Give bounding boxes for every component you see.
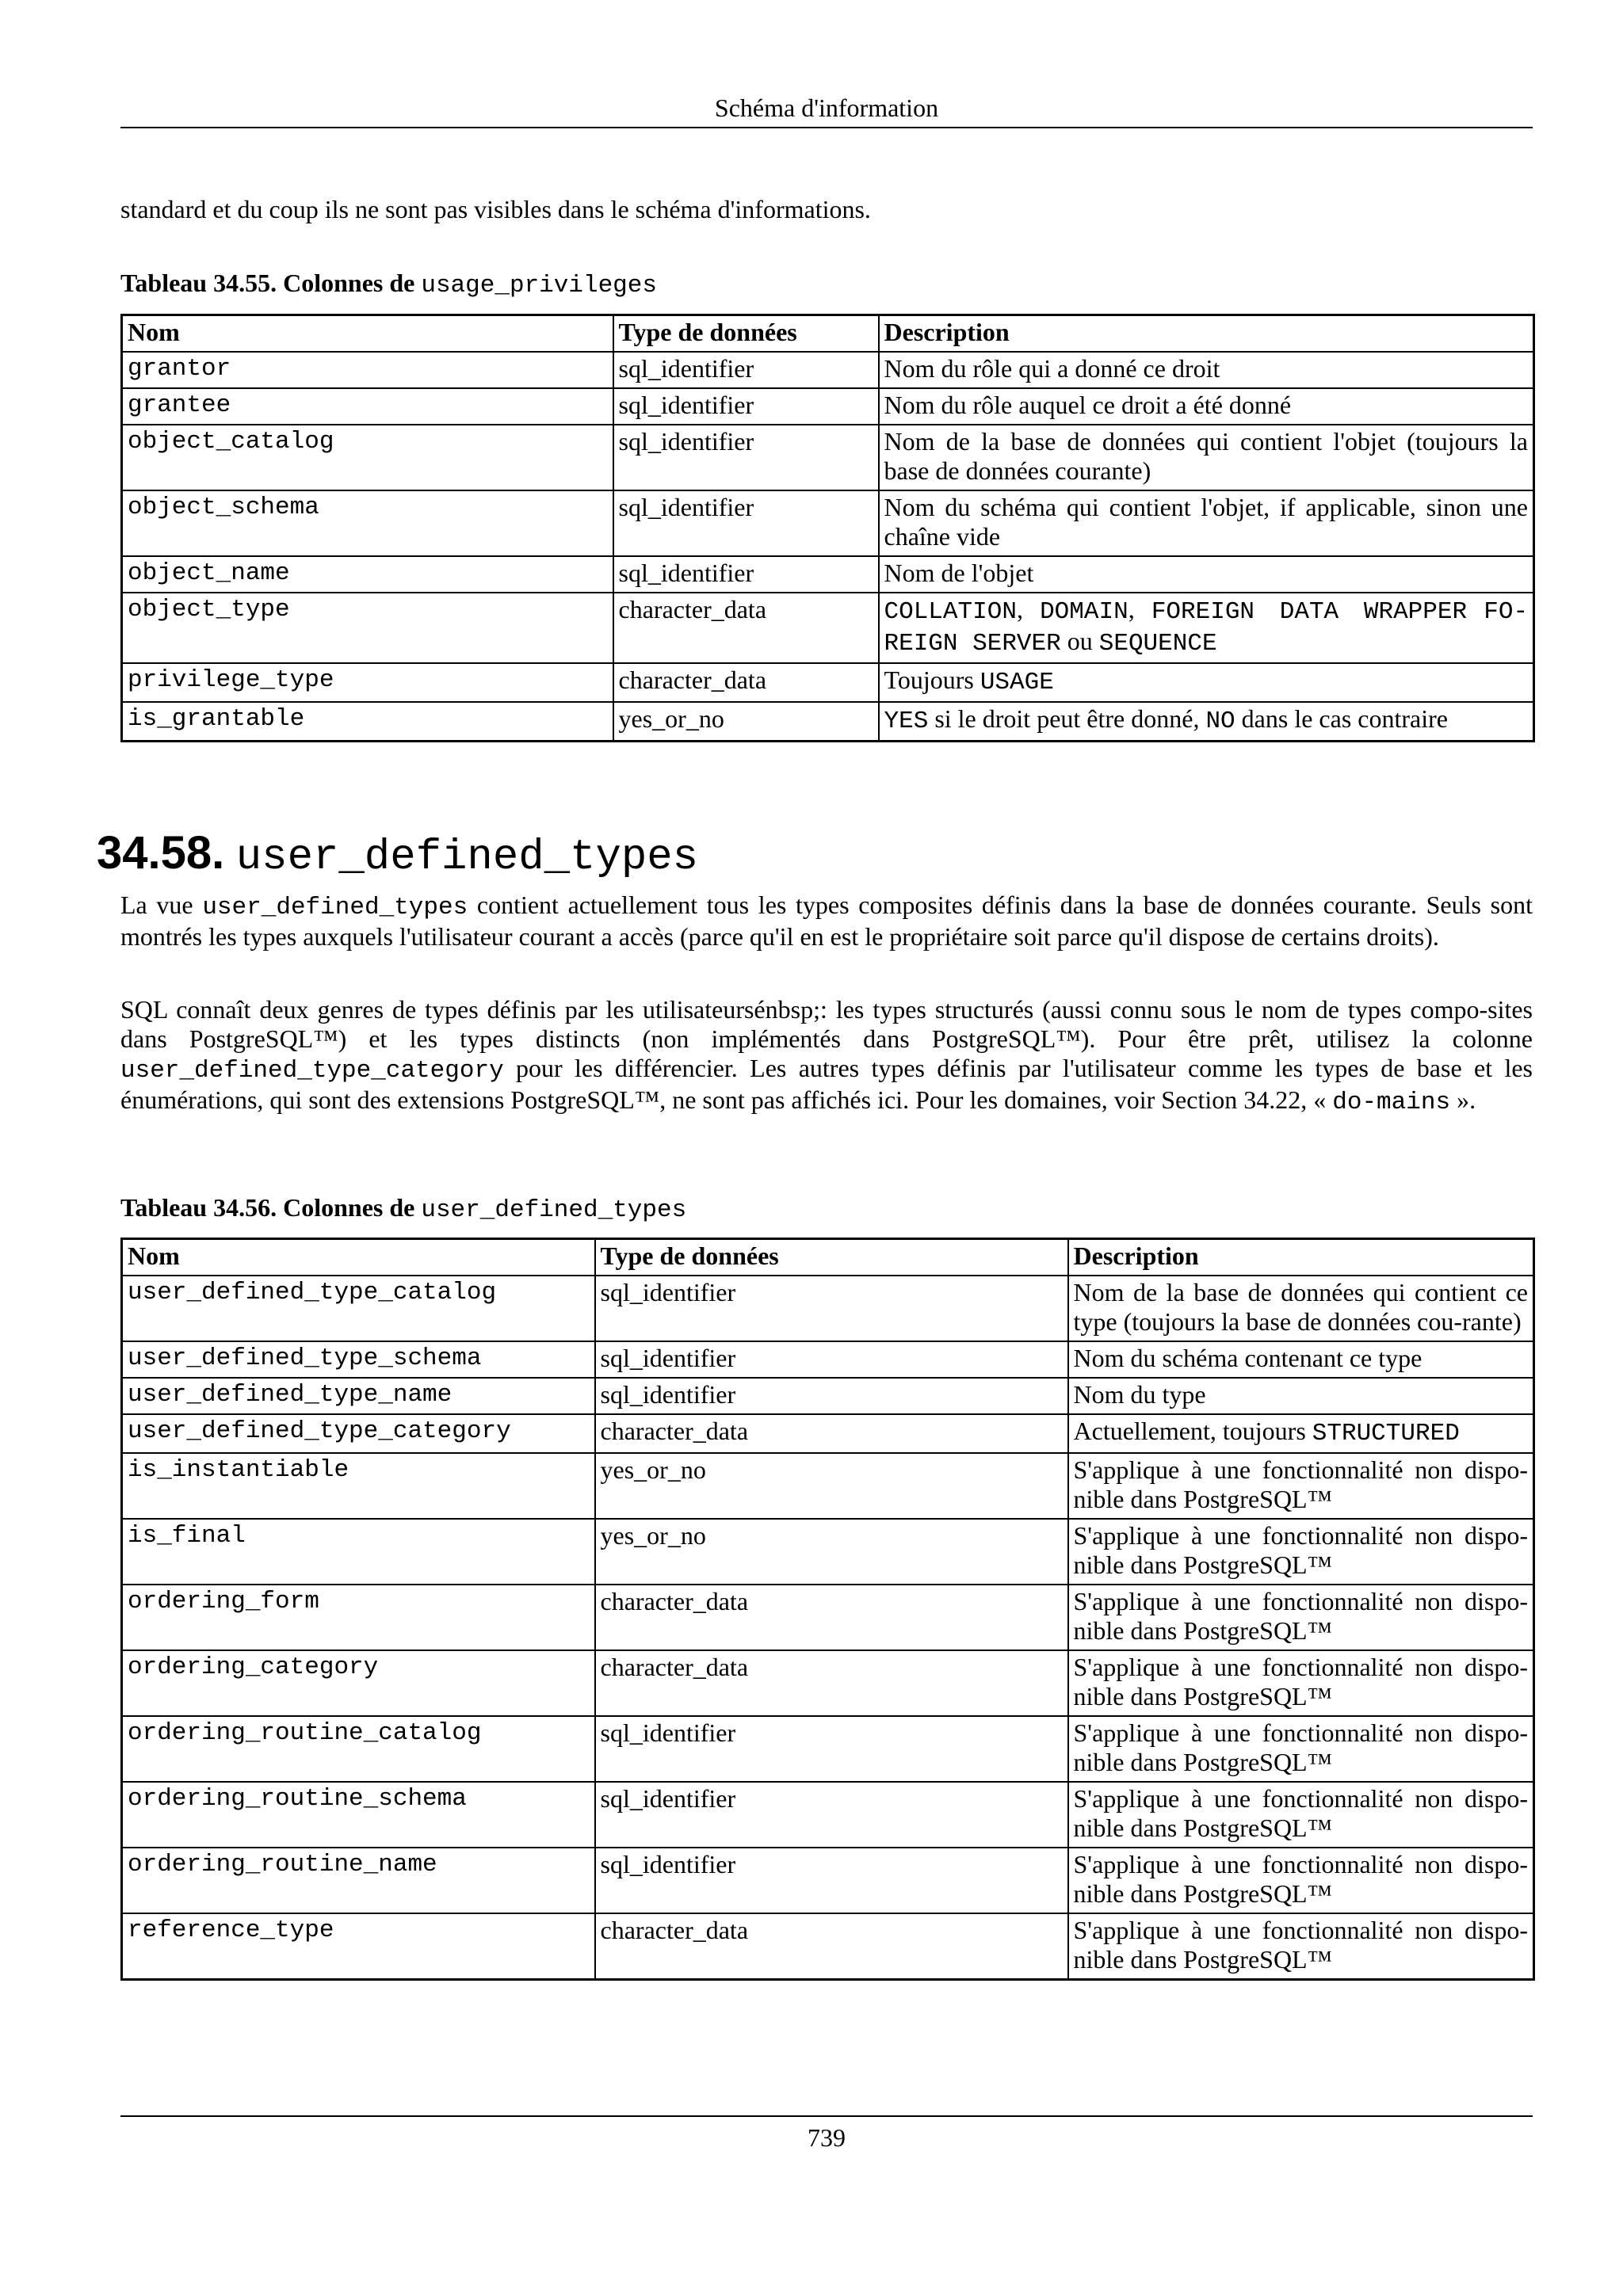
description-cell: Nom du type: [1068, 1378, 1534, 1414]
description-cell: S'applique à une fonctionnalité non dispo-nible dans PostgreSQL™: [1068, 1519, 1534, 1585]
column-header: Nom: [122, 315, 613, 353]
table-row: [122, 1913, 1534, 1980]
column-name-cell: object_catalog: [122, 425, 613, 490]
inline-code: DOMAIN: [1040, 598, 1128, 626]
description-cell: COLLATION, DOMAIN, FOREIGN DATA WRAPPER FO-REIGN SERVER ou SEQUENCE: [879, 593, 1534, 663]
description-cell: YES si le droit peut être donné, NO dans le cas contraire: [879, 702, 1534, 742]
data-type-cell: sql_identifier: [595, 1782, 1068, 1848]
table-row: [122, 1276, 1534, 1341]
data-type-cell: sql_identifier: [613, 352, 879, 388]
description-cell: Nom de la base de données qui contient l'objet (toujours la base de données courante): [879, 425, 1534, 490]
table2-caption-code: user_defined_types: [421, 1196, 687, 1224]
description-cell: Toujours USAGE: [879, 663, 1534, 702]
column-name-cell: user_defined_type_category: [122, 1414, 595, 1453]
table-row: [122, 1378, 1534, 1414]
table-row: [122, 1716, 1534, 1782]
column-name-cell: ordering_routine_name: [122, 1848, 595, 1913]
data-type-cell: sql_identifier: [595, 1341, 1068, 1378]
description-cell: S'applique à une fonctionnalité non dispo-nible dans PostgreSQL™: [1068, 1913, 1534, 1980]
table-row: [122, 1414, 1534, 1453]
footer-rule: [120, 2115, 1533, 2117]
inline-code: user_defined_type_category: [120, 1057, 504, 1085]
table-header-row: [122, 315, 1534, 353]
description-cell: S'applique à une fonctionnalité non dispo-nible dans PostgreSQL™: [1068, 1782, 1534, 1848]
inline-code: do-mains: [1332, 1089, 1451, 1116]
description-cell: Nom du rôle auquel ce droit a été donné: [879, 388, 1534, 425]
column-name-cell: is_grantable: [122, 702, 613, 742]
table-row: [122, 1519, 1534, 1585]
column-name-cell: object_name: [122, 556, 613, 593]
data-type-cell: character_data: [595, 1650, 1068, 1716]
description-cell: Actuellement, toujours STRUCTURED: [1068, 1414, 1534, 1453]
table-row: [122, 1585, 1534, 1650]
user-defined-types-table: [120, 1238, 1535, 1981]
description-cell: S'applique à une fonctionnalité non dispo-nible dans PostgreSQL™: [1068, 1848, 1534, 1913]
data-type-cell: character_data: [613, 663, 879, 702]
data-type-cell: sql_identifier: [613, 556, 879, 593]
data-type-cell: character_data: [595, 1585, 1068, 1650]
table-row: [122, 490, 1534, 556]
inline-code: USAGE: [980, 669, 1054, 696]
inline-code: YES: [884, 707, 929, 735]
column-name-cell: is_instantiable: [122, 1453, 595, 1519]
column-name-cell: object_schema: [122, 490, 613, 556]
table1-caption-code: usage_privileges: [421, 272, 657, 299]
data-type-cell: sql_identifier: [613, 425, 879, 490]
inline-code: COLLATION: [884, 598, 1017, 626]
column-name-cell: user_defined_type_schema: [122, 1341, 595, 1378]
column-header: Type de données: [613, 315, 879, 353]
table-row: [122, 1650, 1534, 1716]
header-rule: [120, 127, 1533, 128]
data-type-cell: sql_identifier: [595, 1378, 1068, 1414]
description-cell: S'applique à une fonctionnalité non dispo-nible dans PostgreSQL™: [1068, 1650, 1534, 1716]
inline-code: user_defined_types: [202, 894, 468, 921]
table-row: [122, 352, 1534, 388]
inline-code: FOREIGN DATA WRAPPER: [1151, 598, 1468, 626]
description-cell: Nom du schéma contenant ce type: [1068, 1341, 1534, 1378]
column-name-cell: grantee: [122, 388, 613, 425]
column-header: Nom: [122, 1239, 595, 1276]
table-row: [122, 388, 1534, 425]
table-row: [122, 1453, 1534, 1519]
column-header: Description: [879, 315, 1534, 353]
inline-code: NO: [1205, 707, 1235, 735]
table-row: [122, 1341, 1534, 1378]
inline-code: STRUCTURED: [1312, 1420, 1460, 1447]
data-type-cell: sql_identifier: [595, 1848, 1068, 1913]
inline-code: FO-REIGN SERVER: [884, 598, 1529, 658]
column-name-cell: user_defined_type_name: [122, 1378, 595, 1414]
section-heading: [97, 826, 698, 886]
intro-paragraph: standard et du coup ils ne sont pas visibles dans le schéma d'informations.: [120, 195, 871, 223]
description-cell: S'applique à une fonctionnalité non dispo-nible dans PostgreSQL™: [1068, 1716, 1534, 1782]
column-name-cell: user_defined_type_catalog: [122, 1276, 595, 1341]
table-row: [122, 1848, 1534, 1913]
description-cell: S'applique à une fonctionnalité non dispo-nible dans PostgreSQL™: [1068, 1453, 1534, 1519]
column-name-cell: ordering_routine_catalog: [122, 1716, 595, 1782]
table-row: [122, 593, 1534, 663]
table1-caption: [120, 267, 1533, 302]
section-number: 34.58.: [97, 827, 225, 879]
description-cell: Nom du schéma qui contient l'objet, if applicable, sinon une chaîne vide: [879, 490, 1534, 556]
table-row: [122, 663, 1534, 702]
section-paragraph-1: La vue user_defined_types contient actuellement tous les types composites définis dans la base de données courante. Seuls sont montrés les types auxquels l'utilisateur courant a accès (parce qu'il en est le propriétaire soit parce qu'il dispose de certains droits).: [120, 891, 1533, 951]
column-name-cell: ordering_category: [122, 1650, 595, 1716]
column-name-cell: grantor: [122, 352, 613, 388]
data-type-cell: character_data: [595, 1414, 1068, 1453]
data-type-cell: sql_identifier: [595, 1276, 1068, 1341]
column-name-cell: object_type: [122, 593, 613, 663]
description-cell: S'applique à une fonctionnalité non dispo-nible dans PostgreSQL™: [1068, 1585, 1534, 1650]
data-type-cell: character_data: [595, 1913, 1068, 1980]
data-type-cell: sql_identifier: [595, 1716, 1068, 1782]
column-name-cell: privilege_type: [122, 663, 613, 702]
inline-code: SEQUENCE: [1098, 630, 1217, 658]
table-row: [122, 556, 1534, 593]
section-title-code: user_defined_types: [235, 833, 699, 882]
data-type-cell: yes_or_no: [613, 702, 879, 742]
description-cell: Nom de la base de données qui contient ce type (toujours la base de données cou-rante): [1068, 1276, 1534, 1341]
column-name-cell: is_final: [122, 1519, 595, 1585]
running-header: Schéma d'information: [714, 93, 939, 122]
data-type-cell: sql_identifier: [613, 490, 879, 556]
data-type-cell: yes_or_no: [595, 1519, 1068, 1585]
description-cell: Nom du rôle qui a donné ce droit: [879, 352, 1534, 388]
table2-caption-label: Tableau 34.56. Colonnes de: [120, 1193, 415, 1222]
column-name-cell: ordering_form: [122, 1585, 595, 1650]
column-header: Type de données: [595, 1239, 1068, 1276]
table-row: [122, 1782, 1534, 1848]
table-row: [122, 425, 1534, 490]
table-row: [122, 702, 1534, 742]
usage-privileges-table: [120, 314, 1535, 742]
table1-caption-label: Tableau 34.55. Colonnes de: [120, 269, 415, 297]
data-type-cell: sql_identifier: [613, 388, 879, 425]
table-header-row: [122, 1239, 1534, 1276]
column-name-cell: reference_type: [122, 1913, 595, 1980]
data-type-cell: character_data: [613, 593, 879, 663]
table2-caption: [120, 1192, 1533, 1226]
description-cell: Nom de l'objet: [879, 556, 1534, 593]
page-number: 739: [808, 2123, 846, 2152]
section-paragraph-2: SQL connaît deux genres de types définis par les utilisateursénbsp;: les types structurés (aussi connu sous le nom de types compo-sites dans PostgreSQL™) et les types distincts (non implémentés dans PostgreSQL™). Pour être prêt, utilisez la colonne user_defined_type_category pour les différencier. Les autres types définis par l'utilisateur comme les types de base et les énumérations, qui sont des extensions PostgreSQL™, ne sont pas affichés ici. Pour les domaines, voir Section 34.22, « do-mains ».: [120, 995, 1533, 1116]
column-name-cell: ordering_routine_schema: [122, 1782, 595, 1848]
column-header: Description: [1068, 1239, 1534, 1276]
data-type-cell: yes_or_no: [595, 1453, 1068, 1519]
